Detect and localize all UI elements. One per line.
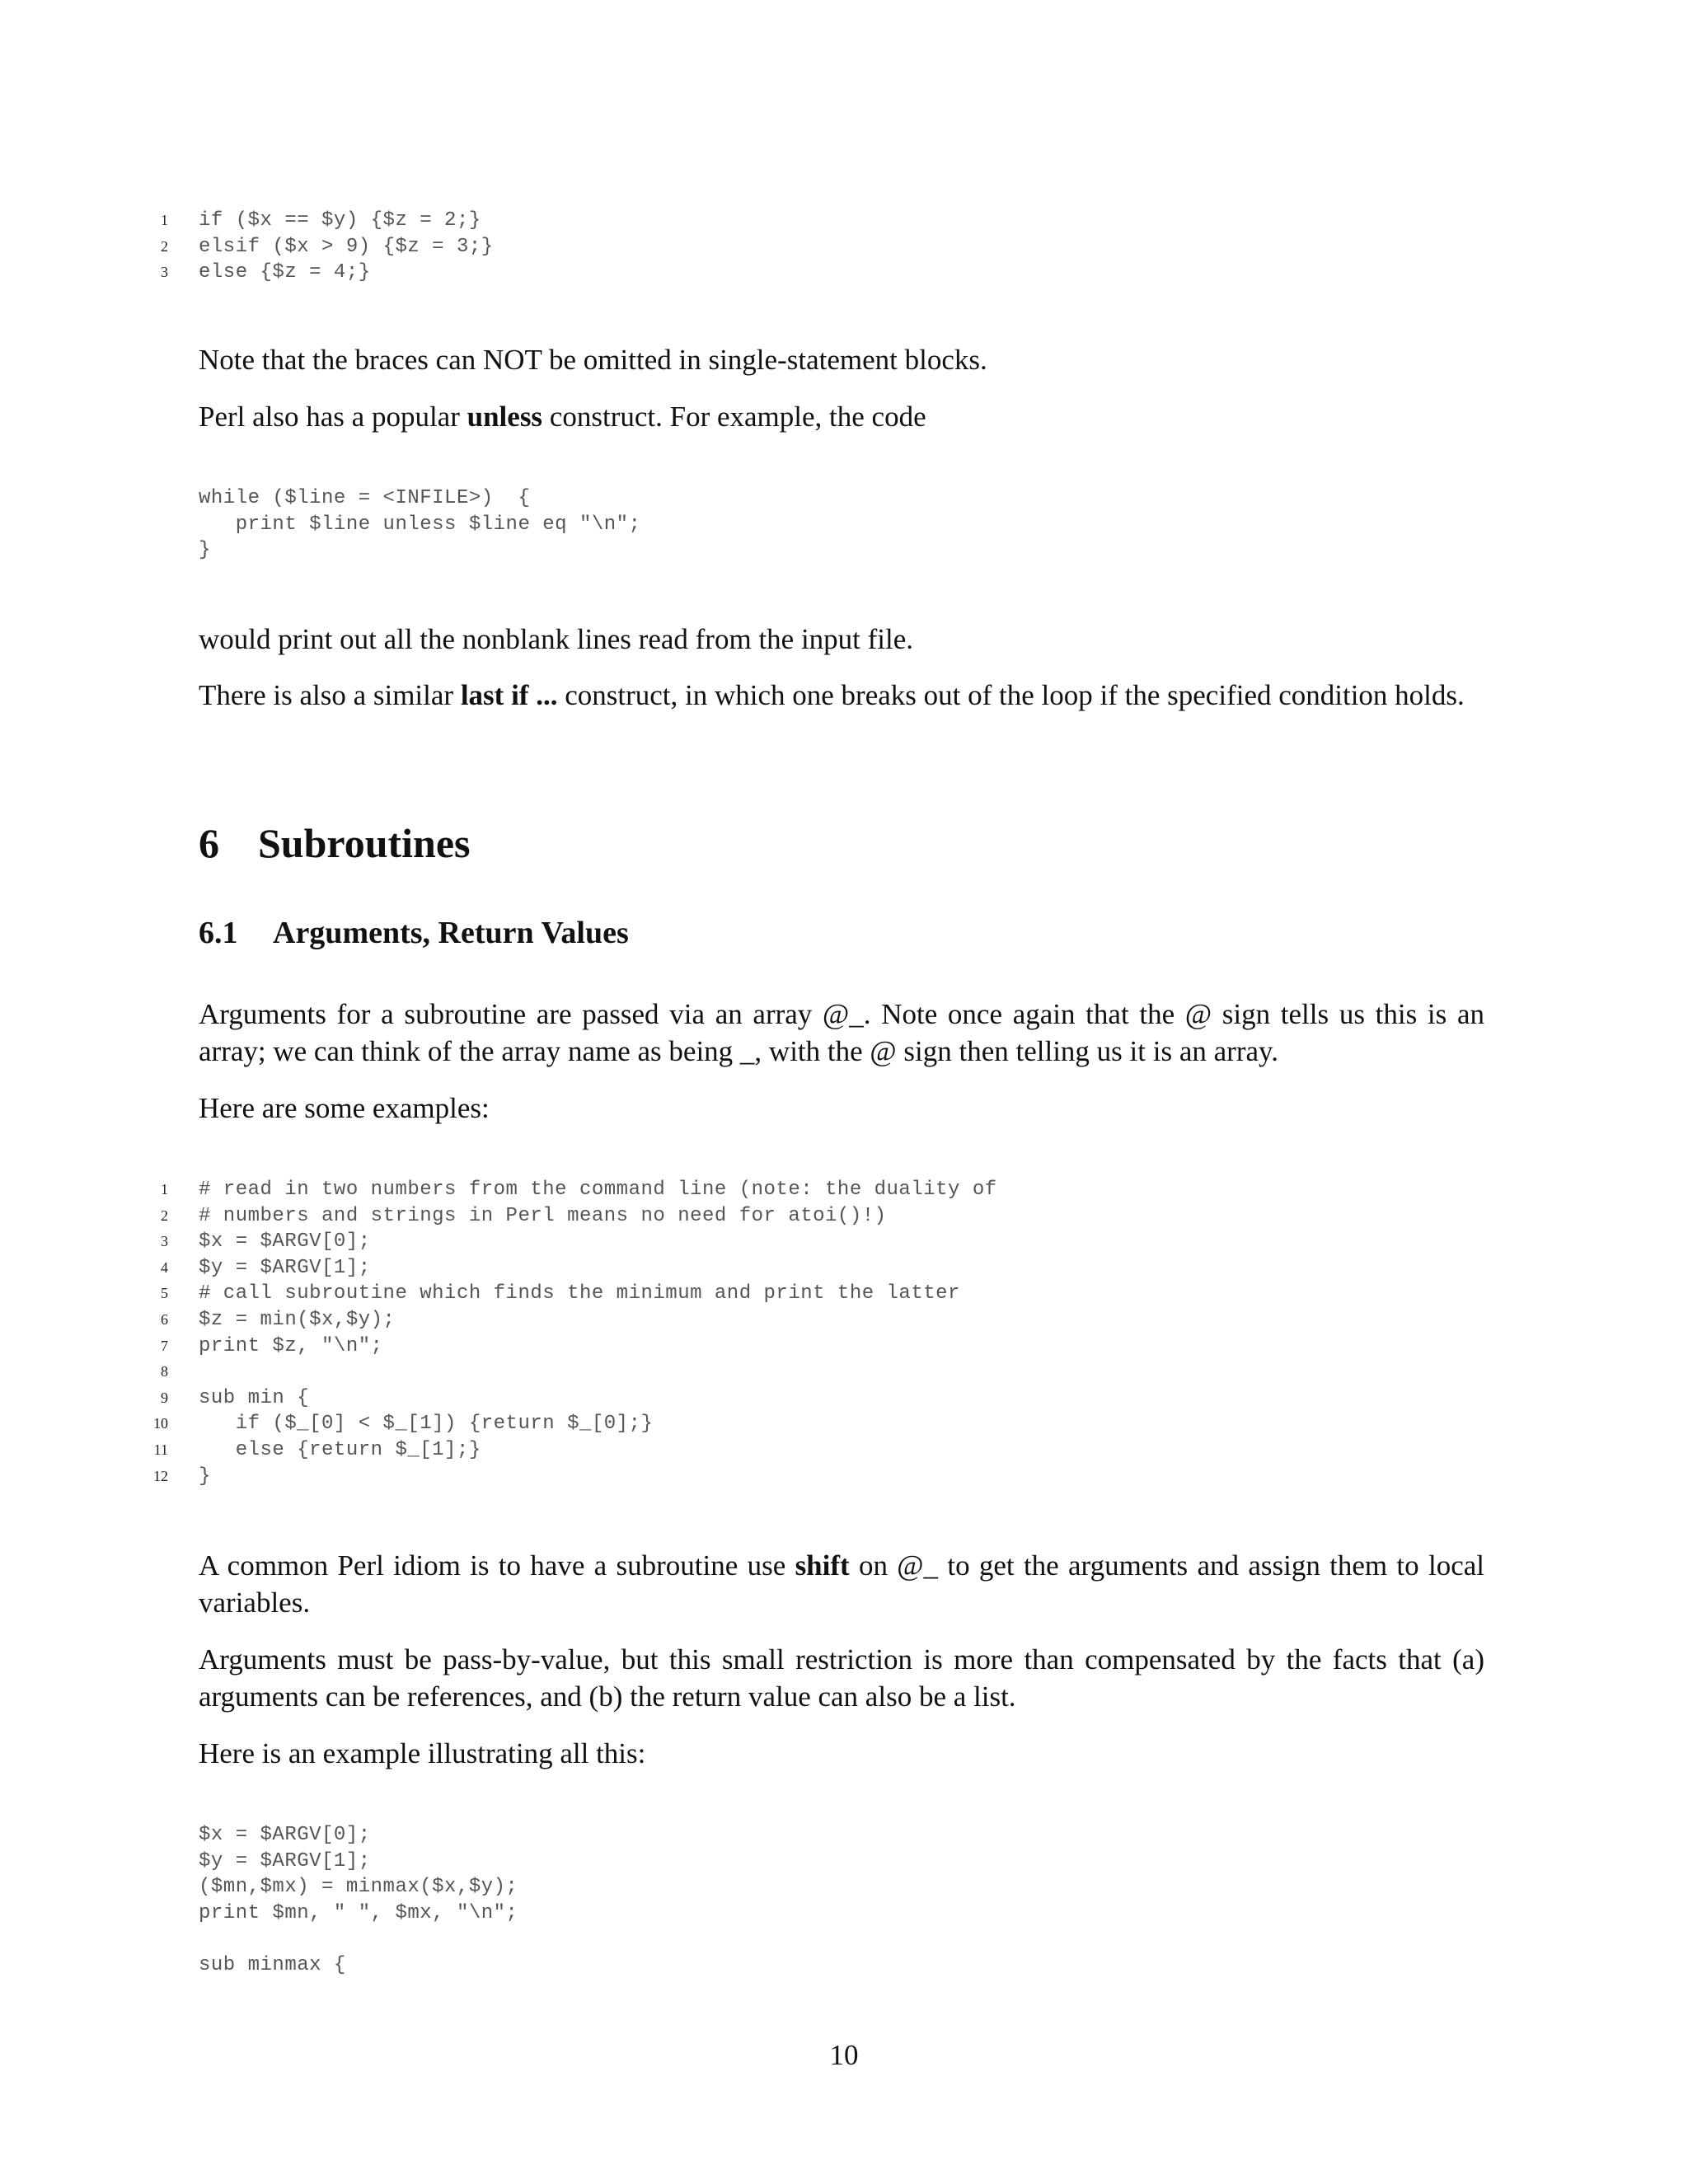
code-line [0, 1952, 1566, 1979]
code-line [0, 537, 1566, 564]
paragraph-last-if: There is also a similar last if ... construct, in which one breaks out of the loop if the specified condition holds. [199, 679, 1465, 711]
code-line [0, 260, 1566, 286]
line-number: 4 [161, 1258, 168, 1276]
page-number: 10 [829, 2039, 859, 2071]
subsection-heading: 6.1 Arguments, Return Values [199, 916, 629, 950]
code-line [0, 1411, 1566, 1437]
code-text: # call subroutine which finds the minimum and print the latter [199, 1282, 960, 1305]
paragraph-example-intro: Here is an example illustrating all this: [199, 1737, 646, 1769]
line-number: 7 [161, 1337, 168, 1354]
paragraph-nonblank: would print out all the nonblank lines read from the input file. [199, 623, 914, 655]
line-number: 6 [161, 1310, 168, 1328]
code-text: if ($x == $y) {$z = 2;} [199, 209, 481, 232]
code-line [0, 485, 1566, 512]
paragraph-braces-note: Note that the braces can NOT be omitted in single-statement blocks. [199, 344, 987, 376]
line-number: 9 [161, 1389, 168, 1406]
line-number: 10 [153, 1415, 168, 1432]
line-number: 11 [153, 1441, 168, 1458]
code-line [0, 512, 1566, 538]
code-line [0, 1203, 1566, 1230]
code-text: while ($line = <INFILE>) { [199, 487, 531, 509]
code-line [0, 1281, 1566, 1307]
code-text: $y = $ARGV[1]; [199, 1849, 371, 1872]
code-text: print $line unless $line eq "\n"; [199, 513, 641, 536]
code-text: $x = $ARGV[0]; [199, 1824, 371, 1846]
line-number: 1 [161, 212, 168, 228]
code-text: $z = min($x,$y); [199, 1308, 396, 1331]
paragraph-examples-intro: Here are some examples: [199, 1092, 490, 1124]
code-block-if-elsif [0, 208, 1566, 286]
paragraph-pass-by-value: Arguments must be pass-by-value, but this small restriction is more than compensated by the facts that (a) arguments can be references, and (b) the return value can also be a list. [199, 1643, 1484, 1713]
code-text: } [199, 1465, 211, 1488]
code-line [0, 1926, 1566, 1952]
keyword-unless: unless [467, 401, 543, 433]
line-number: 8 [161, 1363, 168, 1380]
code-line [0, 1385, 1566, 1412]
code-text: else {$z = 4;} [199, 261, 371, 284]
code-line [0, 1229, 1566, 1255]
code-text: # numbers and strings in Perl means no need for atoi()!) [199, 1204, 887, 1227]
code-text: print $z, "\n"; [199, 1334, 383, 1357]
code-block-while-unless [0, 485, 1566, 564]
code-line [0, 1333, 1566, 1360]
code-text: if ($_[0] < $_[1]) {return $_[0];} [199, 1413, 654, 1436]
code-text: $x = $ARGV[0]; [199, 1230, 371, 1254]
code-line [0, 1464, 1566, 1490]
code-block-min-example [0, 1177, 1566, 1489]
line-number: 2 [161, 237, 168, 255]
code-line [0, 1177, 1566, 1203]
paragraph-arguments: Arguments for a subroutine are passed via an array @_. Note once again that the @ sign tells us this is an array; we can think of the array name as being _, with the @ sign then telling us it is an array. [199, 998, 1484, 1067]
code-text: # read in two numbers from the command line (note: the duality of [199, 1179, 997, 1201]
code-text: $y = $ARGV[1]; [199, 1256, 371, 1279]
code-line [0, 1822, 1566, 1849]
code-text: ($mn,$mx) = minmax($x,$y); [199, 1876, 518, 1899]
code-text: } [199, 539, 211, 562]
code-line [0, 208, 1566, 234]
paragraph-unless-intro: Perl also has a popular unless construct. For example, the code [199, 401, 926, 433]
code-line [0, 1437, 1566, 1464]
code-line [0, 1307, 1566, 1333]
paragraph-shift-idiom: A common Perl idiom is to have a subroutine use shift on @_ to get the arguments and assign them to local variables. [199, 1549, 1484, 1619]
line-number: 12 [153, 1467, 168, 1484]
section-heading: 6 Subroutines [199, 820, 471, 866]
code-text: else {return $_[1];} [199, 1438, 481, 1461]
code-text: sub min { [199, 1386, 310, 1409]
line-number: 3 [161, 1233, 168, 1250]
code-line [0, 1849, 1566, 1875]
keyword-shift: shift [795, 1549, 850, 1582]
line-number: 1 [161, 1181, 168, 1197]
code-text: elsif ($x > 9) {$z = 3;} [199, 235, 494, 258]
line-number: 3 [161, 264, 168, 281]
code-line [0, 1255, 1566, 1282]
line-number: 2 [161, 1207, 168, 1224]
code-text: print $mn, " ", $mx, "\n"; [199, 1901, 518, 1924]
code-text: sub minmax { [199, 1953, 346, 1976]
code-line [0, 1874, 1566, 1900]
code-line [0, 1359, 1566, 1385]
keyword-last-if: last if ... [460, 679, 558, 711]
code-line [0, 1900, 1566, 1927]
code-line [0, 234, 1566, 260]
code-block-minmax [0, 1822, 1566, 1979]
line-number: 5 [161, 1285, 168, 1302]
